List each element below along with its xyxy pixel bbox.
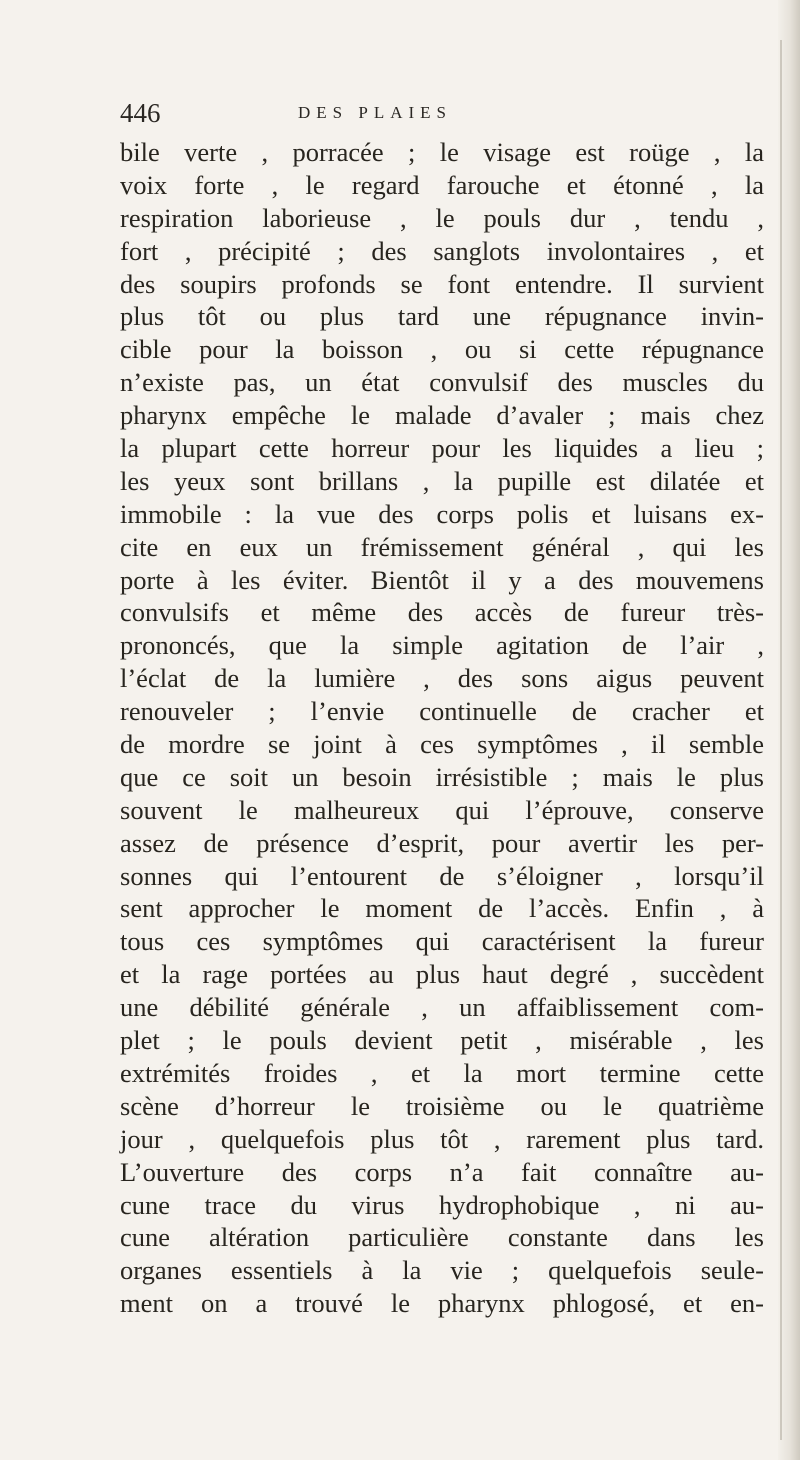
text-line: et la rage portées au plus haut degré , succèdent — [120, 959, 764, 990]
page-number: 446 — [120, 98, 161, 128]
text-line: pharynx empêche le malade d’avaler ; mais chez — [120, 400, 764, 431]
text-line: plus tôt ou plus tard une répugnance invin- — [120, 301, 764, 332]
text-line: scène d’horreur le troisième ou le quatrième — [120, 1090, 764, 1121]
page-header — [120, 98, 760, 134]
text-line: ment on a trouvé le pharynx phlogosé, et en- — [120, 1288, 764, 1319]
text-line: respiration laborieuse , le pouls dur , tendu , — [120, 202, 764, 233]
text-line: cune altération particulière constante dans les — [120, 1222, 764, 1253]
text-line: bile verte , porracée ; le visage est roüge , la — [120, 137, 764, 167]
text-line: les yeux sont brillans , la pupille est dilatée et — [120, 465, 764, 496]
text-line: renouveler ; l’envie continuelle de cracher et — [120, 696, 764, 727]
text-line: sonnes qui l’entourent de s’éloigner , lorsqu’il — [120, 860, 764, 891]
text-line: porte à les éviter. Bientôt il y a des mouvemens — [120, 564, 764, 595]
text-line: la plupart cette horreur pour les liquides a lieu ; — [120, 433, 764, 464]
text-line: que ce soit un besoin irrésistible ; mais le plus — [120, 761, 764, 792]
text-line: organes essentiels à la vie ; quelquefois seule- — [120, 1255, 764, 1286]
text-line: L’ouverture des corps n’a fait connaître au- — [120, 1156, 764, 1187]
text-line: cite en eux un frémissement général , qui les — [120, 531, 764, 562]
text-line: tous ces symptômes qui caractérisent la fureur — [120, 926, 764, 957]
text-line: de mordre se joint à ces symptômes , il semble — [120, 729, 764, 760]
running-head: DES PLAIES — [298, 103, 452, 122]
text-line: n’existe pas, un état convulsif des muscles du — [120, 367, 764, 398]
text-line: extrémités froides , et la mort termine cette — [120, 1057, 764, 1088]
body-text — [120, 136, 764, 1320]
binding-shadow — [780, 40, 782, 1440]
text-line: fort , précipité ; des sanglots involontaires , et — [120, 235, 764, 266]
text-line: prononcés, que la simple agitation de l’air , — [120, 630, 764, 661]
text-line: cune trace du virus hydrophobique , ni au- — [120, 1189, 764, 1220]
text-line: plet ; le pouls devient petit , misérable , les — [120, 1025, 764, 1056]
text-line: convulsifs et même des accès de fureur très- — [120, 597, 764, 628]
text-line: cible pour la boisson , ou si cette répugnance — [120, 334, 764, 365]
text-line: une débilité générale , un affaiblissement com- — [120, 992, 764, 1023]
text-line: voix forte , le regard farouche et étonné , la — [120, 169, 764, 200]
text-line: sent approcher le moment de l’accès. Enfin , à — [120, 893, 764, 924]
text-line: jour , quelquefois plus tôt , rarement plus tard. — [120, 1123, 764, 1154]
text-line: immobile : la vue des corps polis et luisans ex- — [120, 498, 764, 529]
text-line: l’éclat de la lumière , des sons aigus peuvent — [120, 663, 764, 694]
text-line: souvent le malheureux qui l’éprouve, conserve — [120, 794, 764, 825]
text-line: des soupirs profonds se font entendre. Il survient — [120, 268, 764, 299]
text-line: assez de présence d’esprit, pour avertir les per- — [120, 827, 764, 858]
